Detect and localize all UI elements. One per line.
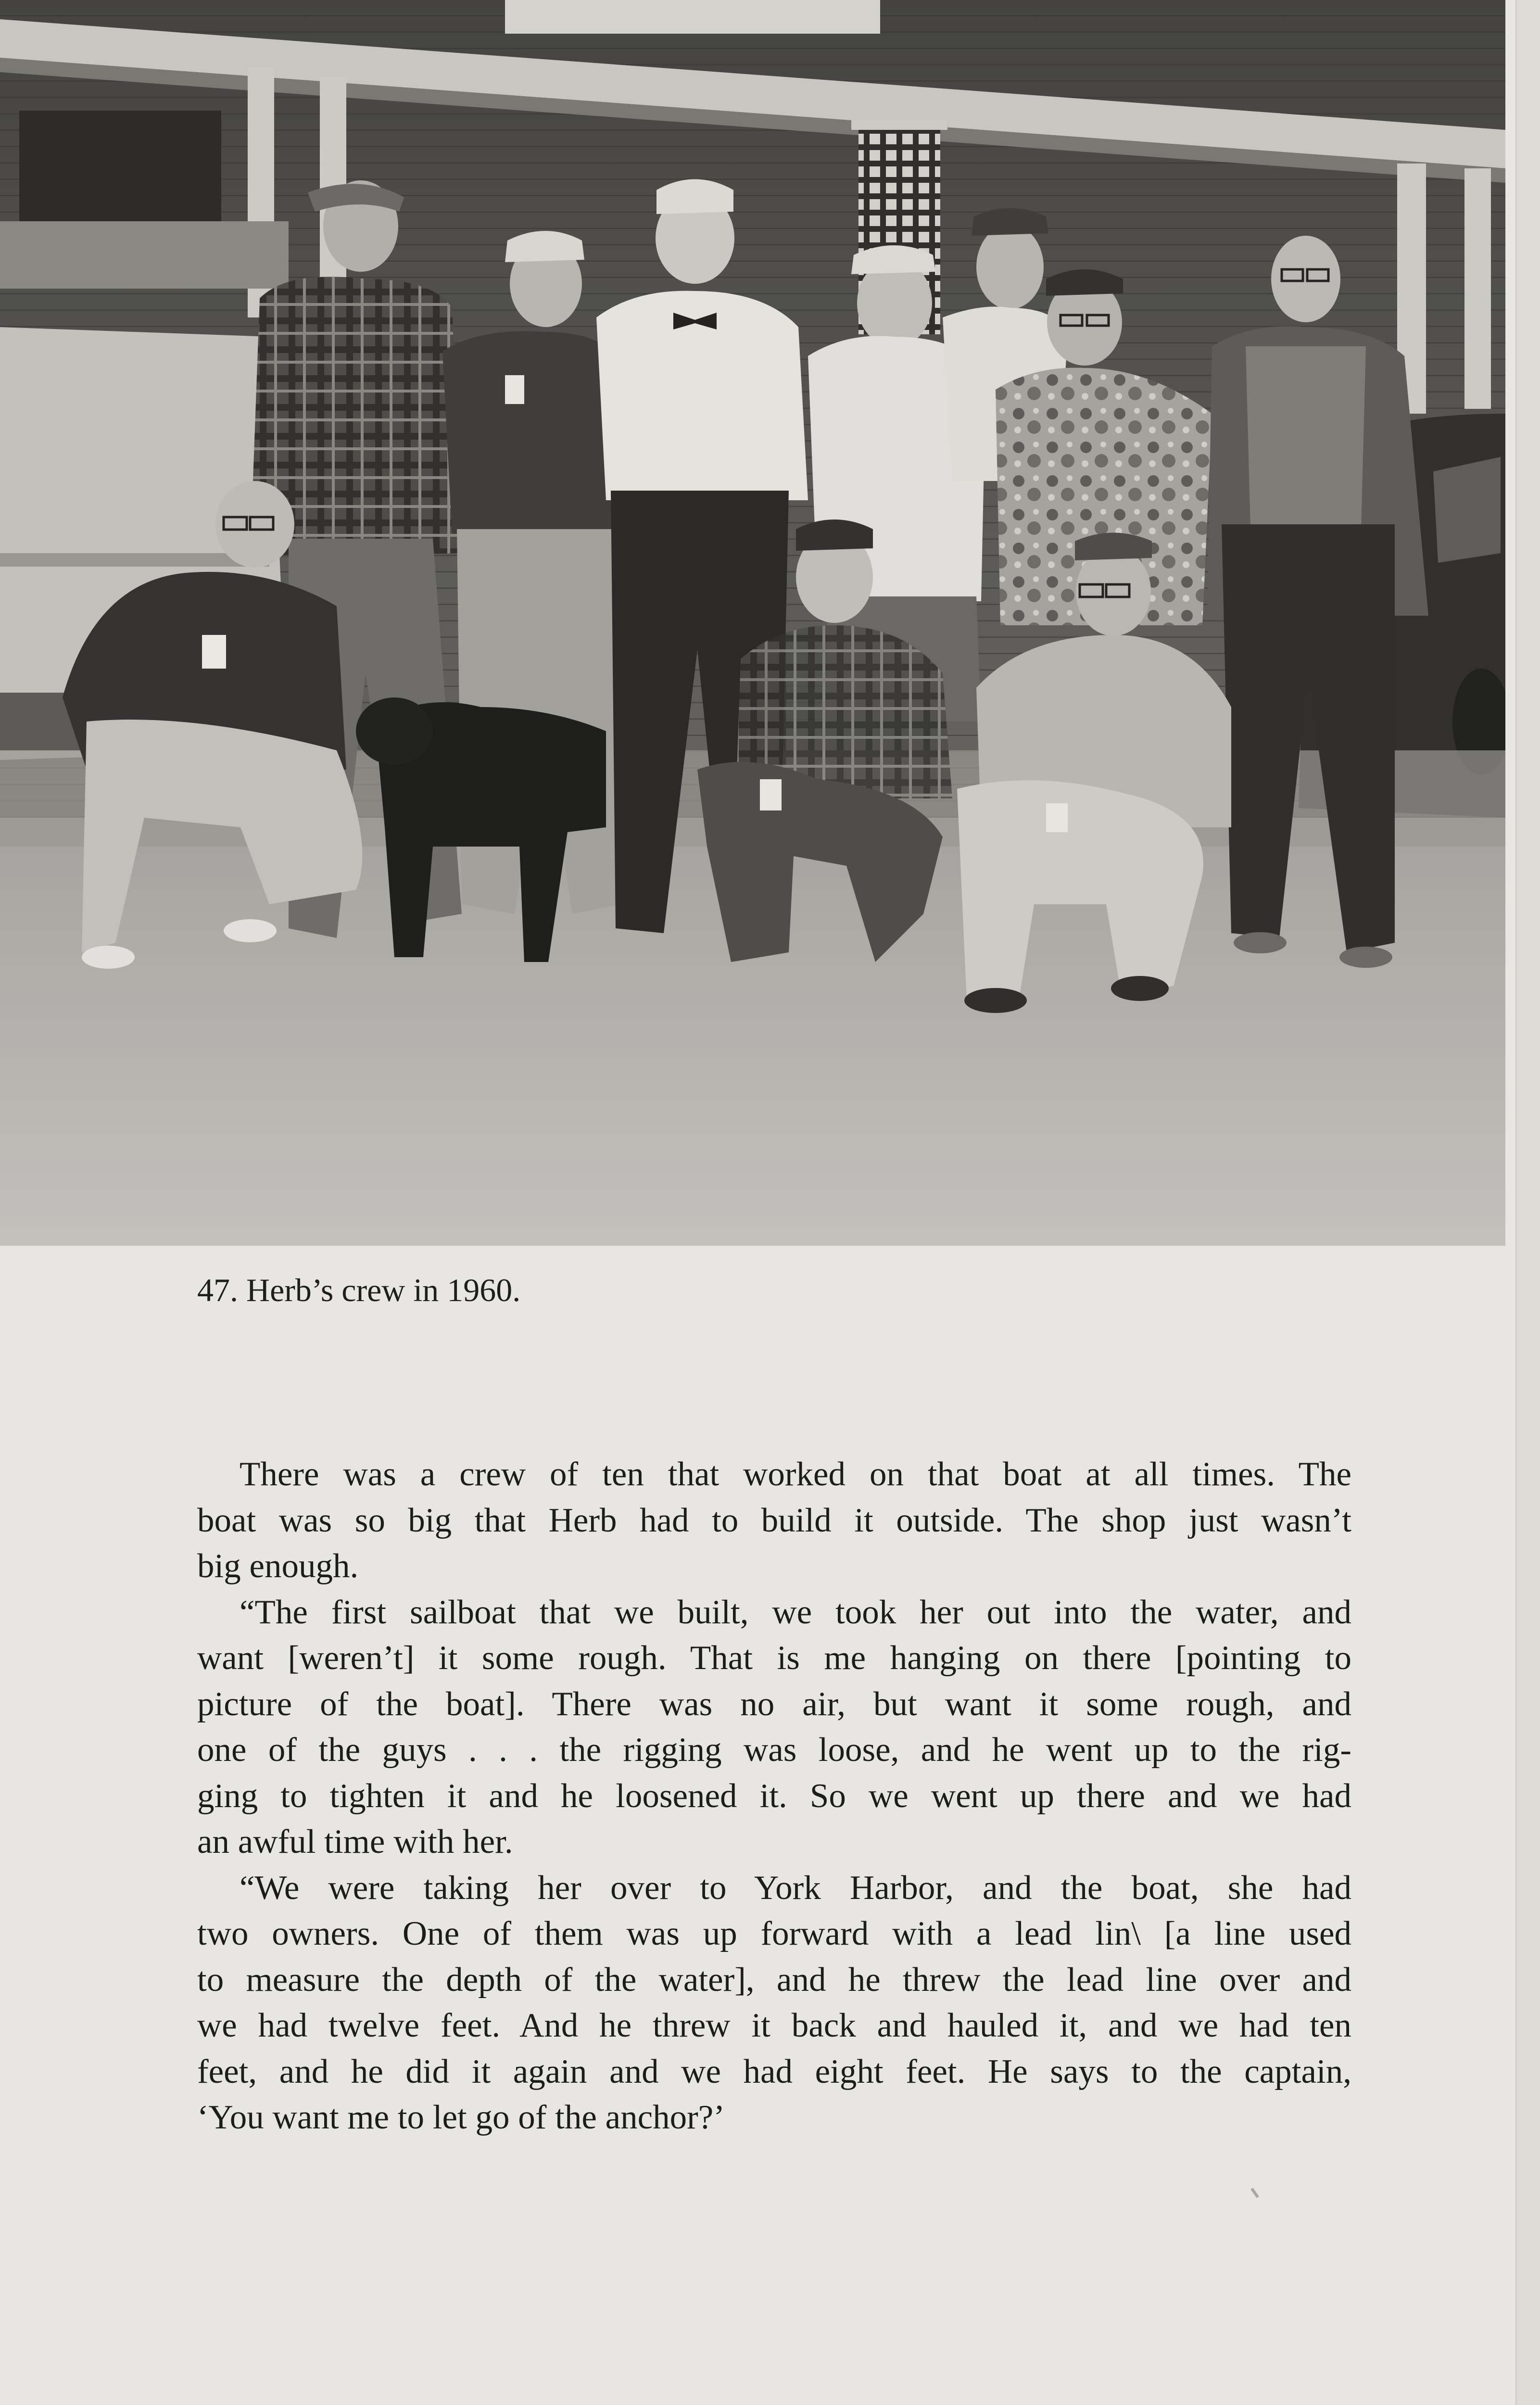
text-line: feet, and he did it again and we had eight feet. He says to the captain, [197,2052,1351,2090]
text-line: There was a crew of ten that worked on that boat at all times. The [240,1456,1351,1493]
text-line: boat was so big that Herb had to build it outside. The shop just wasn’t [197,1501,1351,1539]
text-line: ging to tighten it and he loosened it. So we went up there and we had [197,1777,1351,1815]
page-edge [1515,0,1540,2405]
text-line: “The first sailboat that we built, we took her out into the water, and [240,1593,1351,1631]
text-line: “We were taking her over to York Harbor, and the boat, she had [240,1869,1351,1907]
text-line: picture of the boat]. There was no air, but want it some rough, and [197,1685,1351,1723]
text-line: two owners. One of them was up forward with a lead lin\ [a line used [197,1915,1351,1952]
paragraph-3 [197,1865,1351,2141]
paper-speck [1250,2188,1259,2198]
paragraph-2 [197,1590,1351,1865]
text-line: ‘You want me to let go of the anchor?’ [197,2099,725,2136]
body-text [197,1452,1351,2141]
text-line: we had twelve feet. And he threw it back and hauled it, and we had ten [197,2007,1351,2044]
text-line: want [weren’t] it some rough. That is me hanging on there [pointing to [197,1639,1351,1677]
paragraph-1 [197,1452,1351,1590]
text-line: big enough. [197,1547,359,1585]
text-line: an awful time with her. [197,1823,513,1861]
photo-caption: 47. Herb’s crew in 1960. [197,1272,521,1308]
text-line: one of the guys . . . the rigging was loose, and he went up to the rig- [197,1731,1351,1769]
text-line: to measure the depth of the water], and he threw the lead line over and [197,1961,1351,1999]
